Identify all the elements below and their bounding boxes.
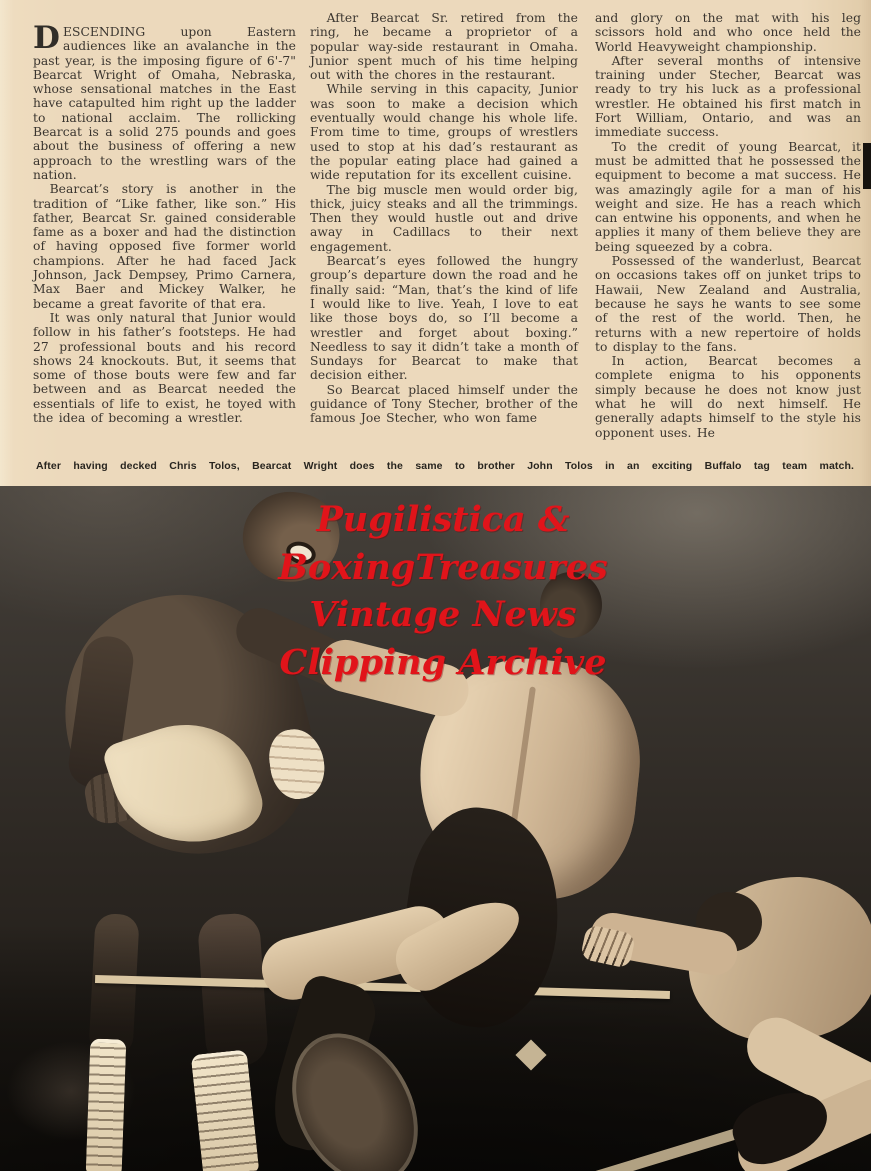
wrestling-ring-photo (0, 486, 871, 1171)
article-paragraph: Bearcat’s story is another in the tradition of “Like father, like son.” His father, Bearcat Sr. gained considerable fame as a boxer and had the distinction of having opposed five former world champions. After he had faced Jack Johnson, Jack Dempsey, Primo Carnera, Max Baer and Mickey Walker, he became a great favorite of that era. (33, 182, 296, 311)
article-paragraph: and glory on the mat with his leg scissors hold and who once held the World Heavyweight championship. (595, 11, 861, 54)
article-paragraph: After Bearcat Sr. retired from the ring, he became a proprietor of a popular way-side restaurant in Omaha. Junior spent much of his time helping out with the chores in the restaurant. (310, 11, 578, 83)
article-column-2 (310, 11, 578, 459)
watermark-line: Pugilistica & (316, 499, 570, 540)
watermark-line: Vintage News (309, 594, 577, 635)
watermark (256, 496, 630, 686)
drop-cap: D (33, 20, 60, 56)
article-paragraph: After several months of intensive training under Stecher, Bearcat was ready to try his luck as a professional wrestler. He obtained his first match in Fort William, Ontario, and was an immediate success. (595, 53, 861, 140)
watermark-line: BoxingTreasures (278, 546, 608, 588)
article-paragraph: While serving in this capacity, Junior was soon to make a decision which eventually would change his whole life. From time to time, groups of wrestlers used to stop at his dad’s restaurant as the popular eating place had gained a wide reputation for its excellent cuisine. (310, 82, 578, 183)
bearcat-laced-boot-left (86, 1038, 127, 1171)
photo-caption: After having decked Chris Tolos, Bearcat Wright does the same to brother John Tolos in an exciting Buffalo tag team match. (36, 460, 854, 472)
article-paragraph: The big muscle men would order big, thick, juicy steaks and all the trimmings. Then they would hustle out and drive away in Cadillacs to their next engagement. (310, 182, 578, 254)
article-paragraph: To the credit of young Bearcat, it must be admitted that he possessed the equipment to become a mat success. He was amazingly agile for a man of his weight and size. He has a reach which can entwine his opponents, and when he applies it many of them believe they are being squeezed by a cobra. (595, 139, 861, 254)
article-paragraph: Bearcat’s eyes followed the hungry group’s departure down the road and he finally said: “Man, that’s the kind of life I would like to live. Yeah, I love to eat like those boys do, so I’ll become a wrestler and forget about boxing.” Needless to say it didn’t take a month of Sundays for Bearcat to make that decision either. (310, 254, 578, 383)
article-column-1 (33, 20, 296, 457)
article-paragraph: Possessed of the wanderlust, Bearcat on occasions takes off on junket trips to Hawaii, New Zealand and Australia, because he says he wants to see some of the rest of the world. Then, he returns with a new repertoire of holds to display to the fans. (595, 254, 861, 354)
article-paragraph: So Bearcat placed himself under the guidance of Tony Stecher, brother of the famous Joe Stecher, who won fame (310, 382, 578, 426)
watermark-line: Clipping Archive (279, 641, 607, 683)
page-edge-mark (863, 143, 871, 189)
article-paragraph: In action, Bearcat becomes a complete enigma to his opponents simply because he does not know just what he will do next himself. He generally adapts himself to the style his opponent uses. He (595, 354, 861, 440)
article-column-3 (595, 11, 861, 459)
article-paragraph: It was only natural that Junior would follow in his father’s footsteps. He had 27 professional bouts and his record shows 24 knockouts. But, it seems that some of those bouts were few and far between and as Bearcat needed the essentials of life to exist, he toyed with the idea of becoming a wrestler. (33, 310, 296, 426)
article-paragraph: DESCENDING upon Eastern audiences like an avalanche in the past year, is the imposing figure of 6'-7" Bearcat Wright of Omaha, Nebraska, whose sensational matches in the East have catapulted him right up the ladder to national acclaim. The rollicking Bearcat is a solid 275 pounds and goes about the business of offering a new approach to the wrestling wars of the nation. (33, 20, 296, 182)
